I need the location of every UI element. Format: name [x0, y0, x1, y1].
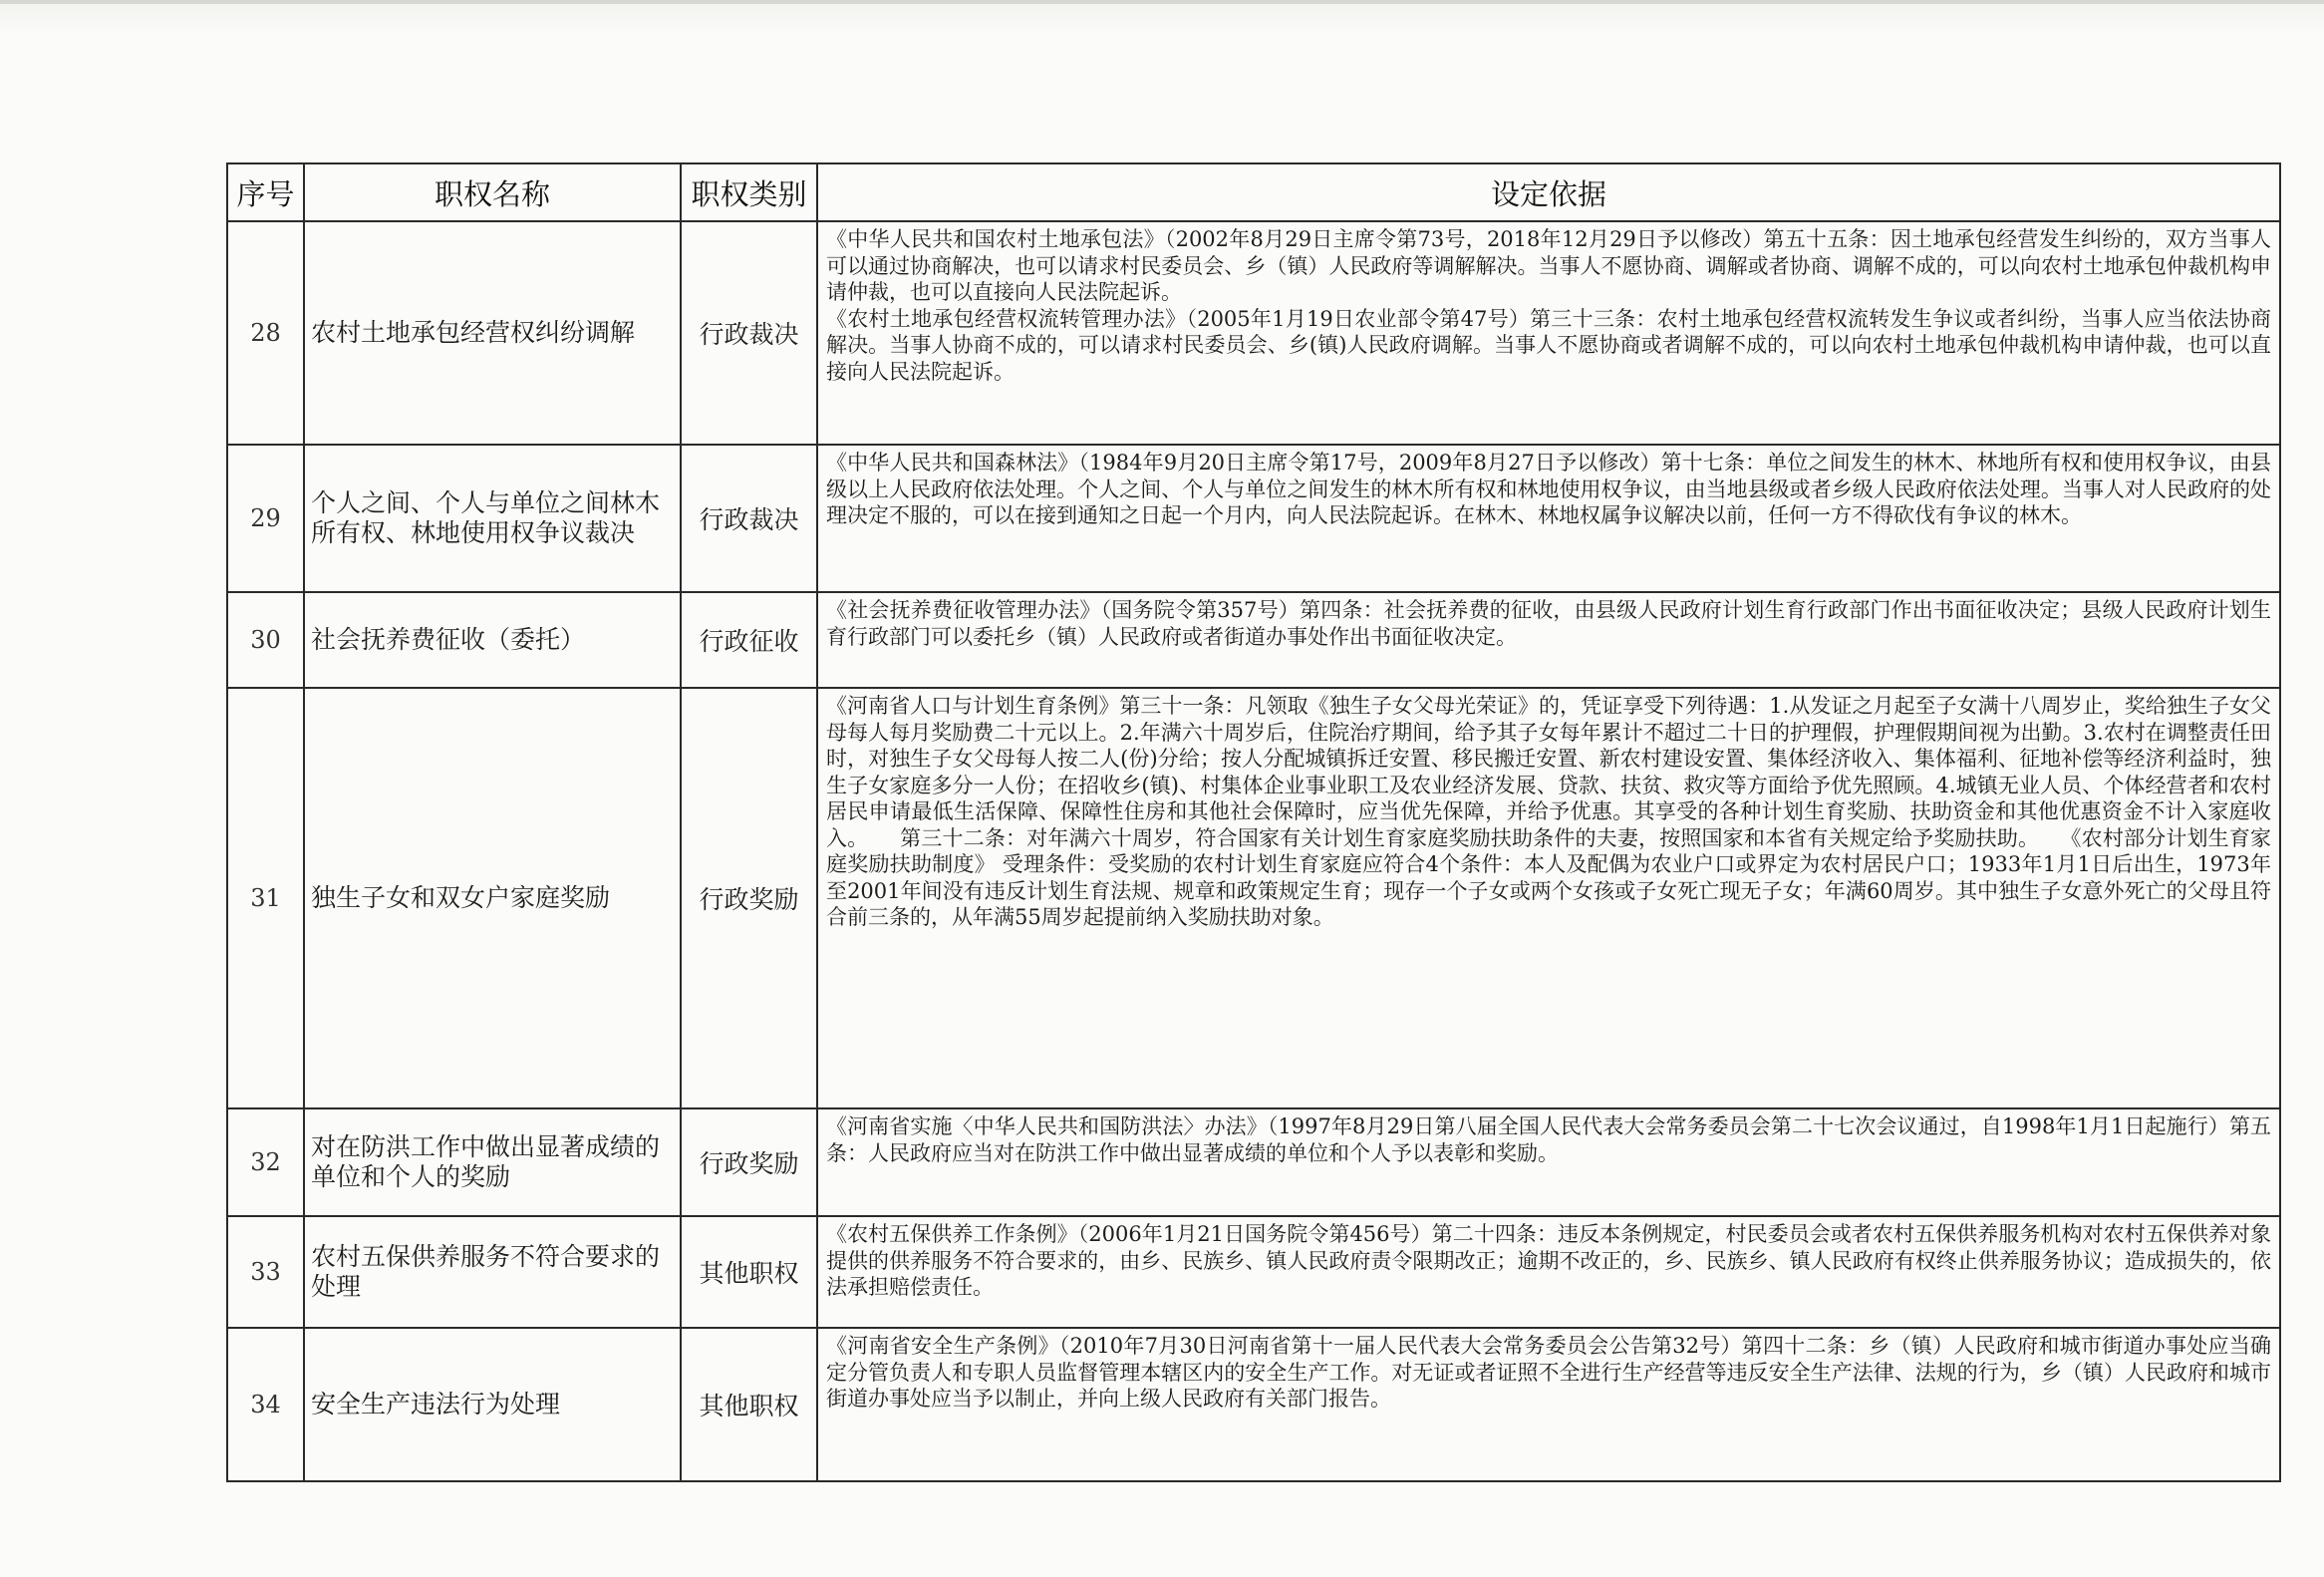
row-serial-no: 34	[227, 1328, 304, 1481]
header-serial-no: 序号	[227, 163, 304, 221]
table-row	[227, 221, 2280, 445]
row-serial-no: 30	[227, 592, 304, 688]
row-authority-name: 个人之间、个人与单位之间林木所有权、林地使用权争议裁决	[304, 445, 681, 592]
row-authority-type: 其他职权	[681, 1328, 817, 1481]
row-legal-basis	[817, 221, 2280, 445]
header-authority-name: 职权名称	[304, 163, 681, 221]
row-authority-name: 农村土地承包经营权纠纷调解	[304, 221, 681, 445]
row-authority-type: 行政征收	[681, 592, 817, 688]
header-authority-type: 职权类别	[681, 163, 817, 221]
basis-paragraph: 《农村五保供养工作条例》（2006年1月21日国务院令第456号）第二十四条：违反本条例规定，村民委员会或者农村五保供养服务机构对农村五保供养对象提供的供养服务不符合要求的，由乡、民族乡、镇人民政府责令限期改正；逾期不改正的，乡、民族乡、镇人民政府有权终止供养服务协议；造成损失的，依法承担赔偿责任。	[826, 1222, 2271, 1299]
basis-paragraph: 《河南省人口与计划生育条例》第三十一条：凡领取《独生子女父母光荣证》的，凭证享受下列待遇：1.从发证之月起至子女满十八周岁止，奖给独生子女父母每人每月奖励费二十元以上。2.年满六十周岁后，住院治疗期间，给予其子女每年累计不超过二十日的护理假，护理假期间视为出勤。3.农村在调整责任田时，对独生子女父母每人按二人(份)分给；按人分配城镇拆迁安置、移民搬迁安置、新农村建设安置、集体经济收入、集体福利、征地补偿等经济利益时，独生子女家庭多分一人份；在招收乡(镇)、村集体企业事业职工及农业经济发展、贷款、扶贫、救灾等方面给予优先照顾。4.城镇无业人员、个体经营者和农村居民申请最低生活保障、保障性住房和其他社会保障时，应当优先保障，并给予优惠。其享受的各种计划生育奖励、扶助资金和其他优惠资金不计入家庭收入。 第三十二条：对年满六十周岁，符合国家有关计划生育家庭奖励扶助条件的夫妻，按照国家和本省有关规定给予奖励扶助。 《农村部分计划生育家庭奖励扶助制度》 受理条件：受奖励的农村计划生育家庭应符合4个条件：本人及配偶为农业户口或界定为农村居民户口；1933年1月1日后出生，1973年至2001年间没有违反计划生育法规、规章和政策规定生育；现存一个子女或两个女孩或子女死亡现无子女；年满60周岁。其中独生子女意外死亡的父母且符合前三条的，从年满55周岁起提前纳入奖励扶助对象。	[826, 694, 2271, 929]
row-serial-no: 31	[227, 688, 304, 1108]
row-legal-basis	[817, 592, 2280, 688]
basis-paragraph: 《河南省实施〈中华人民共和国防洪法〉办法》（1997年8月29日第八届全国人民代表大会常务委员会第二十七次会议通过，自1998年1月1日起施行）第五条：人民政府应当对在防洪工作中做出显著成绩的单位和个人予以表彰和奖励。	[826, 1114, 2271, 1165]
row-authority-name: 独生子女和双女户家庭奖励	[304, 688, 681, 1108]
row-serial-no: 29	[227, 445, 304, 592]
basis-paragraph: 《社会抚养费征收管理办法》（国务院令第357号）第四条：社会抚养费的征收，由县级人民政府计划生育行政部门作出书面征收决定；县级人民政府计划生育行政部门可以委托乡（镇）人民政府或者街道办事处作出书面征收决定。	[826, 598, 2271, 649]
row-authority-type: 行政裁决	[681, 221, 817, 445]
row-legal-basis	[817, 1216, 2280, 1328]
table-row	[227, 592, 2280, 688]
row-legal-basis	[817, 445, 2280, 592]
basis-paragraph: 《中华人民共和国森林法》（1984年9月20日主席令第17号，2009年8月27日予以修改）第十七条：单位之间发生的林木、林地所有权和使用权争议，由县级以上人民政府依法处理。个人之间、个人与单位之间发生的林木所有权和林地使用权争议，由当地县级或者乡级人民政府依法处理。当事人对人民政府的处理决定不服的，可以在接到通知之日起一个月内，向人民法院起诉。在林木、林地权属争议解决以前，任何一方不得砍伐有争议的林木。	[826, 451, 2271, 527]
table-row	[227, 1108, 2280, 1216]
row-serial-no: 28	[227, 221, 304, 445]
row-authority-name: 农村五保供养服务不符合要求的处理	[304, 1216, 681, 1328]
row-authority-name: 社会抚养费征收（委托）	[304, 592, 681, 688]
basis-paragraph: 《河南省安全生产条例》（2010年7月30日河南省第十一届人民代表大会常务委员会公告第32号）第四十二条：乡（镇）人民政府和城市街道办事处应当确定分管负责人和专职人员监督管理本辖区内的安全生产工作。对无证或者证照不全进行生产经营等违反安全生产法律、法规的行为，乡（镇）人民政府和城市街道办事处应当予以制止，并向上级人民政府有关部门报告。	[826, 1334, 2271, 1411]
basis-paragraph: 《农村土地承包经营权流转管理办法》（2005年1月19日农业部令第47号）第三十三条：农村土地承包经营权流转发生争议或者纠纷，当事人应当依法协商解决。当事人协商不成的，可以请求村民委员会、乡(镇)人民政府调解。当事人不愿协商或者调解不成的，可以向农村土地承包仲裁机构申请仲裁，也可以直接向人民法院起诉。	[826, 306, 2271, 384]
row-legal-basis	[817, 688, 2280, 1108]
row-authority-type: 行政裁决	[681, 445, 817, 592]
table-row	[227, 1328, 2280, 1481]
row-authority-name: 安全生产违法行为处理	[304, 1328, 681, 1481]
table-row	[227, 445, 2280, 592]
authority-table	[226, 162, 2281, 1482]
table-header-row	[227, 163, 2280, 221]
header-legal-basis: 设定依据	[817, 163, 2280, 221]
basis-paragraph: 《中华人民共和国农村土地承包法》（2002年8月29日主席令第73号，2018年12月29日予以修改）第五十五条：因土地承包经营发生纠纷的，双方当事人可以通过协商解决，也可以请求村民委员会、乡（镇）人民政府等调解解决。当事人不愿协商、调解或者协商、调解不成的，可以向农村土地承包仲裁机构申请仲裁，也可以直接向人民法院起诉。	[826, 227, 2271, 304]
row-authority-name: 对在防洪工作中做出显著成绩的单位和个人的奖励	[304, 1108, 681, 1216]
row-serial-no: 32	[227, 1108, 304, 1216]
row-authority-type: 其他职权	[681, 1216, 817, 1328]
row-authority-type: 行政奖励	[681, 1108, 817, 1216]
row-legal-basis	[817, 1328, 2280, 1481]
row-authority-type: 行政奖励	[681, 688, 817, 1108]
table-row	[227, 688, 2280, 1108]
table-row	[227, 1216, 2280, 1328]
row-serial-no: 33	[227, 1216, 304, 1328]
row-legal-basis	[817, 1108, 2280, 1216]
